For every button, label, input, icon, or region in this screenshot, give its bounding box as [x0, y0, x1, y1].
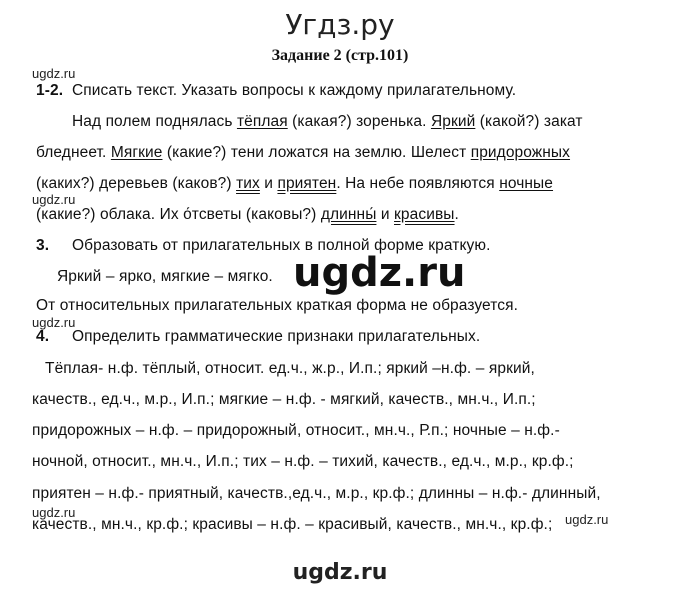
watermark: ugdz.ru — [32, 315, 76, 330]
task-number: 4. — [36, 328, 50, 345]
text: (каких?) деревьев (каков?) — [36, 175, 237, 192]
site-logo: Угдз.ру — [285, 8, 395, 41]
watermark-bottom: ugdz.ru — [292, 560, 388, 585]
adjective: Мягкие — [110, 144, 163, 161]
analysis-line: качеств., ед.ч., м.р., И.п.; мягкие – н.ф. - мягкий, качеств., мн.ч., И.п.; — [32, 391, 536, 408]
analysis-line: придорожных – н.ф. – придорожный, относит., мн.ч., Р.п.; ночные – н.ф.- — [32, 422, 560, 439]
task-1-instruction — [36, 82, 516, 100]
text: Над полем поднялась — [72, 113, 237, 130]
text: (какие?) облака. Их о́тсветы (каковы?) — [36, 206, 321, 223]
text: и — [259, 175, 278, 192]
task-4-instruction — [36, 328, 480, 346]
text-line — [72, 113, 583, 131]
watermark: ugdz.ru — [32, 505, 76, 520]
adjective: ночные — [499, 175, 554, 192]
text-line — [36, 206, 459, 224]
task-number: 3. — [36, 237, 50, 254]
adjective: длинны́ — [320, 206, 377, 223]
task-3-example: Яркий – ярко, мягкие – мягко. — [57, 268, 273, 285]
page-title: Задание 2 (стр.101) — [271, 47, 409, 64]
task-number: 1-2. — [36, 82, 64, 99]
adjective: Яркий — [430, 113, 476, 130]
instruction-text: Образовать от прилагательных в полной форме краткую. — [72, 237, 491, 254]
adjective: тих — [236, 175, 260, 192]
analysis-line: качеств., мн.ч., кр.ф.; красивы – н.ф. – красивый, качеств., мн.ч., кр.ф.; — [32, 516, 553, 533]
text: бледнеет. — [36, 144, 111, 161]
adjective: красивы — [394, 206, 455, 223]
analysis-line: Тёплая- н.ф. тёплый, относит. ед.ч., ж.р., И.п.; яркий –н.ф. – яркий, — [45, 360, 535, 377]
analysis-line: приятен – н.ф.- приятный, качеств.,ед.ч., м.р., кр.ф.; длинны – н.ф.- длинный, — [32, 485, 601, 502]
instruction-text: Определить грамматические признаки прилагательных. — [72, 328, 481, 345]
text: и — [376, 206, 395, 223]
task-3-note: От относительных прилагательных краткая форма не образуется. — [36, 297, 519, 314]
analysis-line: ночной, относит., мн.ч., И.п.; тих – н.ф. – тихий, качеств., ед.ч., м.р., кр.ф.; — [32, 453, 574, 470]
watermark: ugdz.ru — [32, 66, 76, 81]
text: (какая?) зоренька. — [287, 113, 431, 130]
text: (какие?) тени ложатся на землю. Шелест — [162, 144, 471, 161]
text-line — [36, 175, 553, 193]
adjective: придорожных — [470, 144, 571, 161]
adjective: тёплая — [236, 113, 288, 130]
adjective: приятен — [277, 175, 337, 192]
text-line — [36, 144, 570, 162]
text: . На небе появляются — [336, 175, 500, 192]
text: . — [454, 206, 459, 223]
watermark: ugdz.ru — [32, 192, 76, 207]
instruction-text: Списать текст. Указать вопросы к каждому прилагательному. — [72, 82, 517, 99]
watermark-large: ugdz.ru — [293, 250, 466, 296]
watermark: ugdz.ru — [565, 512, 609, 527]
text: (какой?) закат — [475, 113, 583, 130]
